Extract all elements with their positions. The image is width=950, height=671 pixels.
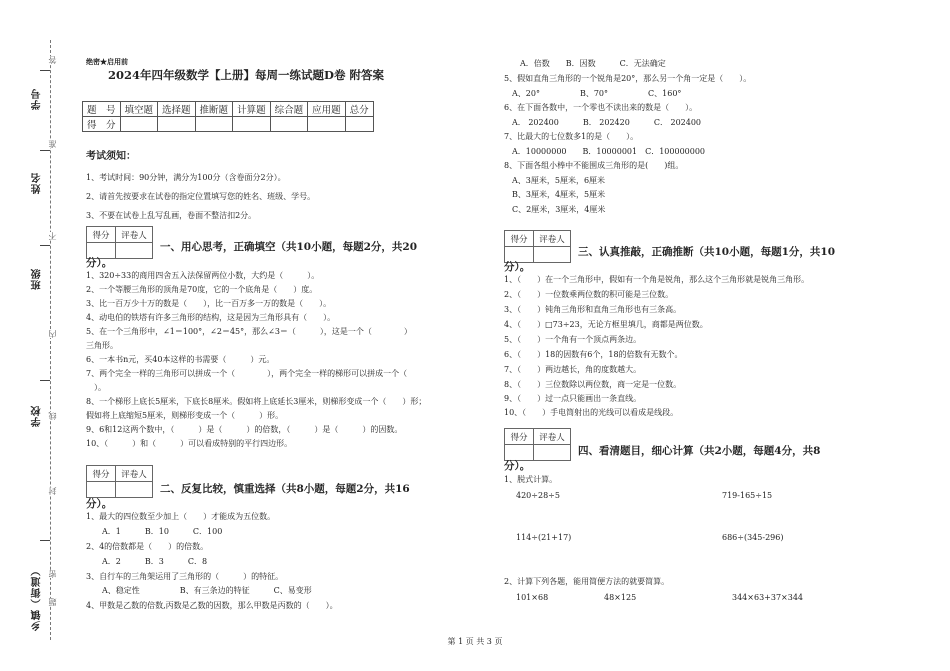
- seal-mark: 不: [48, 232, 57, 240]
- field-school: 学校: [32, 405, 43, 427]
- score-cell: [195, 117, 233, 132]
- page-number: 第 1 页 共 3 页: [447, 637, 503, 646]
- calc-question: 2、计算下列各题，能用简便方法的就要简算。: [504, 577, 670, 586]
- grader-score-label: 得分: [505, 231, 534, 247]
- question-option: A．倍数 B．因数 C．无法确定: [504, 59, 666, 68]
- notice-item: 3、不要在试卷上乱写乱画，卷面不整洁扣2分。: [86, 211, 257, 220]
- question-item: ）。: [86, 383, 106, 392]
- grader-reviewer-label: 评卷人: [116, 227, 153, 243]
- field-underline: [40, 245, 50, 246]
- score-cell: [120, 117, 158, 132]
- score-row-label: 得 分: [83, 117, 121, 132]
- seal-mark: 答: [48, 56, 57, 64]
- seal-mark: 准: [48, 140, 57, 148]
- judgement-item: 9、（ ）过一点只能画出一条直线。: [504, 394, 642, 403]
- question-item: 4、甲数是乙数的倍数,丙数是乙数的因数，那么甲数是丙数的（ ）。: [86, 601, 338, 610]
- calc-expression: 101×68: [516, 593, 549, 602]
- question-item: 5、在一个三角形中，∠1＝100°，∠2＝45°，那么∠3＝（ ），这是一个（ ）: [86, 327, 412, 336]
- score-cell: [308, 117, 346, 132]
- question-item: 3、比一百万少十万的数是（ ），比一百万多一万的数是（ ）。: [86, 299, 332, 308]
- field-student-id: 学号: [32, 88, 43, 110]
- question-item: 6、在下面各数中，一个零也不读出来的数是（ ）。: [504, 103, 698, 112]
- calc-question: 1、脱式计算。: [504, 475, 558, 484]
- calc-expression: 686÷(345-296): [722, 533, 784, 542]
- grader-box: [86, 465, 153, 498]
- section4-title-tail: 分）。: [504, 460, 531, 472]
- question-item: 假如将上底缩短5厘米，则梯形变成一个（ ）形。: [86, 411, 284, 420]
- question-item: 4、动电伯的铁塔有许多三角形的结构，这是因为三角形具有（ ）。: [86, 313, 336, 322]
- calc-expression: 420÷28÷5: [516, 491, 560, 500]
- calc-expression: 48×125: [604, 593, 637, 602]
- section2-title: 二、反复比较，慎重选择（共8小题，每题2分，共16: [160, 483, 410, 495]
- question-item: 8、下面各组小棒中不能围成三角形的是( )组。: [504, 161, 684, 170]
- question-option: A、稳定性 B、有三条边的特征 C、易变形: [86, 586, 312, 595]
- question-item: 2、4的倍数都是（ ）的倍数。: [86, 542, 209, 551]
- question-option: A．2 B．3 C．8: [86, 557, 208, 566]
- section3-title-tail: 分）。: [504, 261, 531, 273]
- grader-reviewer-label: 评卷人: [116, 466, 153, 482]
- grader-score-label: 得分: [505, 429, 534, 445]
- question-item: 三角形。: [86, 341, 118, 350]
- section3-title: 三、认真推敲，正确推断（共10小题，每题1分，共10: [578, 246, 836, 258]
- judgement-item: 1、（ ）在一个三角形中，假如有一个角是锐角，那么这个三角形就是锐角三角形。: [504, 275, 810, 284]
- field-underline: [40, 70, 50, 71]
- score-header-cell: 总分: [345, 102, 373, 117]
- judgement-item: 6、（ ）18的因数有6个，18的倍数有无数个。: [504, 350, 683, 359]
- calc-expression: 719-165÷15: [722, 491, 773, 500]
- question-item: 5、假如直角三角形的一个锐角是20°，那么另一个角一定是（ ）。: [504, 74, 752, 83]
- score-header-cell: 题 号: [83, 102, 121, 117]
- grader-score-label: 得分: [87, 227, 116, 243]
- notice-item: 1、考试时间：90分钟，满分为100分（含卷面分2分）。: [86, 173, 286, 182]
- question-option: A．1 B．10 C．100: [86, 527, 223, 536]
- section2-title-tail: 分）。: [86, 498, 113, 510]
- judgement-item: 10、（ ）手电筒射出的光线可以看成是线段。: [504, 408, 679, 417]
- field-class: 班级: [32, 268, 43, 290]
- question-option: A、3厘米，5厘米，6厘米: [504, 176, 606, 185]
- question-option: A、20° B、70° C、160°: [504, 89, 682, 98]
- binding-margin: [0, 0, 70, 671]
- field-underline: [40, 380, 50, 381]
- question-item: 1、最大的四位数至少加上（ ）才能成为五位数。: [86, 512, 276, 521]
- seal-line: [50, 40, 51, 640]
- field-underline: [40, 150, 50, 151]
- page-title: 2024年四年级数学【上册】每周一练试题D卷 附答案: [108, 68, 384, 82]
- judgement-item: 2、（ ）一位数乘两位数的积可能是三位数。: [504, 290, 674, 299]
- seal-mark: 线: [48, 412, 57, 420]
- section1-title-tail: 分）。: [86, 257, 113, 269]
- section1-title: 一、用心思考，正确填空（共10小题，每题2分，共20: [160, 241, 418, 253]
- notice-item: 2、请首先按要求在试卷的指定位置填写您的姓名、班级、学号。: [86, 192, 316, 201]
- question-item: 6、一本书n元，买40本这样的书需要（ ）元。: [86, 355, 275, 364]
- question-option: A． 202400 B． 202420 C． 202400: [504, 118, 702, 127]
- question-item: 8、一个梯形上底长5厘米，下底长8厘米。假如将上底延长3厘米，则梯形变成一个（ ）形；: [86, 397, 427, 406]
- score-cell: [270, 117, 308, 132]
- score-header-cell: 综合题: [270, 102, 308, 117]
- judgement-item: 5、（ ）一个角有一个顶点两条边。: [504, 335, 642, 344]
- grader-box: [504, 428, 571, 461]
- calc-expression: 344×63+37×344: [732, 593, 804, 602]
- score-header-cell: 应用题: [308, 102, 346, 117]
- seal-mark: 密: [48, 570, 57, 578]
- confidential-mark: 绝密★启用前: [86, 57, 128, 66]
- question-item: 7、两个完全一样的三角形可以拼成一个（ ），两个完全一样的梯形可以拼成一个（: [86, 369, 408, 378]
- judgement-item: 8、（ ）三位数除以两位数，商一定是一位数。: [504, 380, 682, 389]
- score-header-cell: 计算题: [233, 102, 271, 117]
- score-header-cell: 选择题: [158, 102, 196, 117]
- question-option: A．10000000 B．10000001 C．100000000: [504, 147, 706, 156]
- seal-mark: 封: [48, 487, 57, 495]
- field-township: 乡镇（街道）: [32, 565, 43, 631]
- score-header-cell: 推断题: [195, 102, 233, 117]
- question-option: B、3厘米，4厘米，5厘米: [504, 190, 606, 199]
- seal-mark: 题: [48, 598, 57, 606]
- grader-score-label: 得分: [87, 466, 116, 482]
- field-underline: [40, 540, 50, 541]
- section4-title: 四、看清题目，细心计算（共2小题，每题4分，共8: [578, 445, 821, 457]
- judgement-item: 7、（ ）两边越长，角的度数越大。: [504, 365, 642, 374]
- score-cell: [158, 117, 196, 132]
- question-item: 7、比最大的七位数多1的是（ ）。: [504, 132, 639, 141]
- question-option: C、2厘米，3厘米，4厘米: [504, 205, 606, 214]
- score-cell: [233, 117, 271, 132]
- calc-expression: 114÷(21+17): [516, 533, 572, 542]
- question-item: 10、（ ）和（ ）可以看成特别的平行四边形。: [86, 439, 293, 448]
- score-cell: [345, 117, 373, 132]
- grader-reviewer-label: 评卷人: [534, 429, 571, 445]
- score-header-cell: 填空题: [120, 102, 158, 117]
- judgement-item: 4、（ ）□73÷23，无论方框里填几，商都是两位数。: [504, 320, 708, 329]
- question-item: 9、6和12这两个数中，（ ）是（ ）的倍数，（ ）是（ ）的因数。: [86, 425, 403, 434]
- question-item: 3、自行车的三角架运用了三角形的（ ）的特征。: [86, 572, 284, 581]
- question-item: 2、一个等腰三角形的顶角是70度，它的一个底角是（ ）度。: [86, 285, 318, 294]
- judgement-item: 3、（ ）钝角三角形和直角三角形也有三条高。: [504, 305, 682, 314]
- field-name: 姓名: [32, 172, 43, 194]
- score-table: [82, 101, 374, 132]
- notice-title: 考试须知：: [86, 151, 136, 162]
- seal-mark: 内: [48, 330, 57, 338]
- grader-reviewer-label: 评卷人: [534, 231, 571, 247]
- question-item: 1、320÷33的商用四舍五入法保留两位小数，大约是（ ）。: [86, 271, 320, 280]
